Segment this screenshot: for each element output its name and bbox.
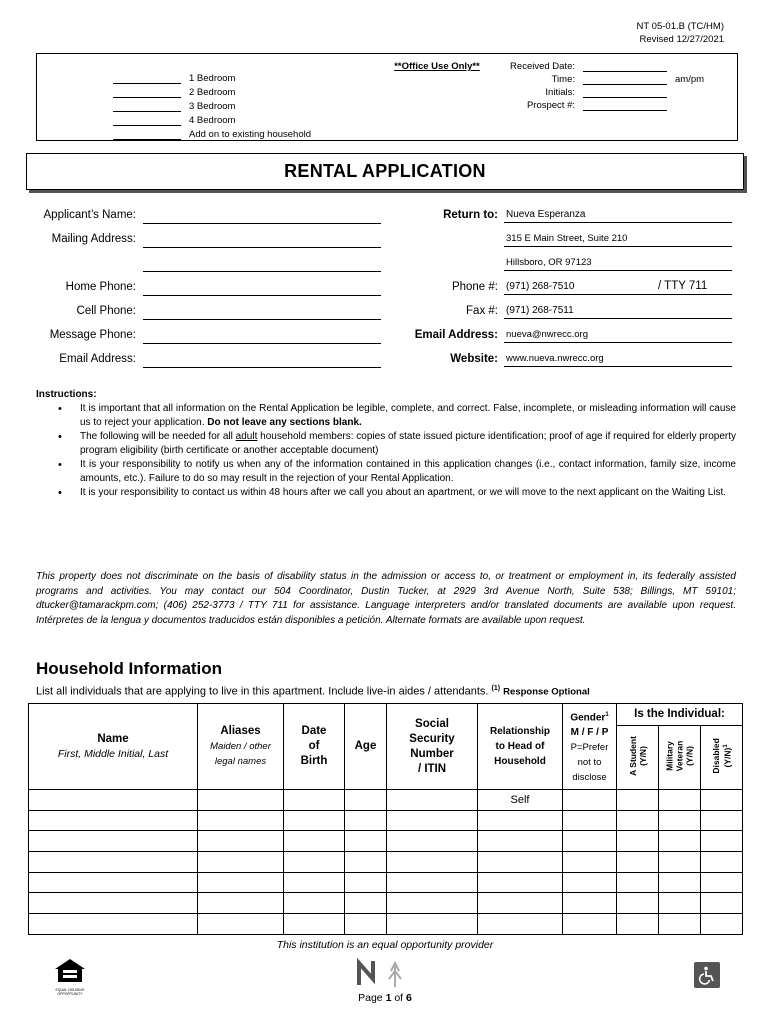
equal-opportunity-statement: This institution is an equal opportunity provider — [276, 939, 494, 951]
cell-name[interactable] — [29, 852, 198, 873]
cell-military[interactable] — [659, 914, 701, 935]
cell-name[interactable] — [29, 831, 198, 852]
add-on-household-option: Add on to existing household — [113, 127, 311, 140]
cell-military[interactable] — [659, 893, 701, 914]
cell-student[interactable] — [617, 790, 659, 811]
cell-ssn[interactable] — [387, 852, 478, 873]
received-date-row: Received Date: — [435, 59, 667, 72]
cell-student[interactable] — [617, 831, 659, 852]
cell-ssn[interactable] — [387, 914, 478, 935]
col-header-aliases: Aliases Maiden / other legal names — [198, 704, 284, 790]
add-on-line[interactable] — [113, 129, 181, 140]
page-title-box — [26, 153, 744, 190]
email-address-field[interactable] — [143, 354, 381, 368]
cell-aliases[interactable] — [198, 790, 284, 811]
message-phone-field[interactable] — [143, 330, 381, 344]
office-website[interactable]: www.nueva.nwrecc.org — [504, 352, 732, 367]
cell-disabled[interactable] — [701, 852, 743, 873]
cell-age[interactable] — [345, 914, 387, 935]
cell-age[interactable] — [345, 831, 387, 852]
cell-aliases[interactable] — [198, 872, 284, 893]
mailing-address-field-2[interactable] — [143, 258, 381, 272]
cell-phone-field[interactable] — [143, 306, 381, 320]
cell-military[interactable] — [659, 790, 701, 811]
bedroom-option-1: 1 Bedroom — [113, 71, 235, 84]
doc-code: NT 05-01.B (TC/HM) — [636, 21, 724, 32]
cell-relationship[interactable] — [478, 914, 563, 935]
cell-military[interactable] — [659, 831, 701, 852]
return-to-address-2: Hillsboro, OR 97123 — [504, 256, 732, 271]
bedroom-3-line[interactable] — [113, 101, 181, 112]
household-row — [29, 810, 743, 831]
prospect-row: Prospect #: — [435, 98, 667, 111]
mailing-address-label: Mailing Address: — [51, 233, 136, 245]
equal-housing-icon — [52, 957, 88, 991]
cell-military[interactable] — [659, 852, 701, 873]
bedroom-2-line[interactable] — [113, 87, 181, 98]
office-email-label: Email Address: — [414, 329, 498, 341]
bedroom-option-3: 3 Bedroom — [113, 99, 235, 112]
cell-dob[interactable] — [284, 914, 345, 935]
instructions-list — [58, 402, 736, 500]
cell-military[interactable] — [659, 872, 701, 893]
bedroom-option-2: 2 Bedroom — [113, 85, 235, 98]
cell-gender[interactable] — [563, 790, 617, 811]
household-table — [28, 703, 743, 935]
ampm-label: am/pm — [675, 74, 705, 85]
office-fax: (971) 268-7511 — [504, 304, 732, 319]
logo-icon — [355, 957, 411, 989]
col-header-student: A Student (Y/N) — [617, 726, 659, 790]
office-use-title: **Office Use Only** — [394, 61, 480, 72]
bedroom-4-line[interactable] — [113, 115, 181, 126]
household-row — [29, 790, 743, 811]
home-phone-label: Home Phone: — [65, 281, 136, 293]
household-title: Household Information — [36, 659, 223, 678]
household-subtitle: List all individuals that are applying to live in this apartment. Include live-in aides / attendants. $^{(1)}$ Response Optional — [36, 685, 590, 698]
instructions-title: Instructions: — [36, 389, 97, 400]
cell-age[interactable] — [345, 790, 387, 811]
cell-name[interactable] — [29, 914, 198, 935]
cell-aliases[interactable] — [198, 831, 284, 852]
nondiscrimination-notice: This property does not discriminate on the basis of disability status in the admission or access to, or treatment or employment in, its federally assisted programs and activities. You may contact our 504 Coordinator, Dustin Tucker, at 2929 3rd Avenue North, Suite 538; Billings, MT 59101; dtucker@tamarackpm.com; (406) 252-3773 / TTY 711 for assistance. Language interpreters and/or translated documents are available upon request. Intérpretes de la lengua y documentos traducidos están disponibles a petición. Alternate formats are available upon request. — [36, 571, 736, 626]
household-row — [29, 914, 743, 935]
time-row: Time: am/pm — [551, 74, 705, 85]
cell-relationship[interactable] — [478, 810, 563, 831]
cell-dob[interactable] — [284, 790, 345, 811]
cell-age[interactable] — [345, 852, 387, 873]
document-number — [637, 20, 724, 46]
bedroom-1-line[interactable] — [113, 73, 181, 84]
cell-ssn[interactable] — [387, 872, 478, 893]
applicant-name-field[interactable] — [143, 210, 381, 224]
return-to-label: Return to: — [443, 209, 498, 221]
return-to-org: Nueva Esperanza — [504, 208, 732, 223]
equal-housing-caption: EQUAL HOUSING OPPORTUNITY — [55, 988, 85, 996]
applicant-name-label: Applicant’s Name: — [43, 209, 136, 221]
cell-ssn[interactable] — [387, 831, 478, 852]
household-row — [29, 872, 743, 893]
instruction-item: • The following will be needed for all adult household members: copies of state issued picture identification; proof of age if required for elderly property program eligibility (birth certificate or another acceptable document) — [58, 430, 736, 458]
office-phone: (971) 268-7510 — [504, 280, 732, 295]
prospect-field[interactable] — [583, 100, 667, 111]
col-header-dob: Date of Birth — [284, 704, 345, 790]
page-number: Page 1 of 6 — [358, 992, 412, 1004]
message-phone-label: Message Phone: — [49, 329, 136, 341]
fax-label: Fax #: — [466, 305, 498, 317]
received-date-field[interactable] — [583, 61, 667, 72]
cell-dob[interactable] — [284, 872, 345, 893]
cell-relationship[interactable] — [478, 852, 563, 873]
cell-military[interactable] — [659, 810, 701, 831]
mailing-address-field[interactable] — [143, 234, 381, 248]
cell-relationship[interactable] — [478, 831, 563, 852]
initials-field[interactable] — [583, 87, 667, 98]
organization-logo — [355, 957, 411, 989]
cell-relationship[interactable] — [478, 893, 563, 914]
household-row — [29, 852, 743, 873]
cell-disabled[interactable] — [701, 872, 743, 893]
col-header-age: Age — [345, 704, 387, 790]
col-header-gender: Gender$^1$ M / F / P P=Prefer not to disclose — [563, 704, 617, 790]
instruction-item: • It is important that all information on the Rental Application be legible, complete, and correct. False, incomplete, or misleading information will cause us to reject your application. Do not leave any sections blank. — [58, 402, 736, 430]
col-header-disabled: Disabled $(Y/N)^1$ — [701, 726, 743, 790]
page-title: RENTAL APPLICATION — [284, 161, 486, 181]
cell-ssn[interactable] — [387, 790, 478, 811]
cell-dob[interactable] — [284, 810, 345, 831]
cell-gender[interactable] — [563, 831, 617, 852]
phone-label: Phone #: — [451, 281, 498, 293]
email-address-label: Email Address: — [59, 353, 136, 365]
cell-age[interactable] — [345, 893, 387, 914]
household-row — [29, 831, 743, 852]
cell-disabled[interactable] — [701, 790, 743, 811]
col-header-is-individual: Is the Individual: — [617, 704, 743, 726]
return-to-address-1: 315 E Main Street, Suite 210 — [504, 232, 732, 247]
cell-gender[interactable] — [563, 852, 617, 873]
revised-date: Revised 12/27/2021 — [639, 34, 724, 45]
office-email[interactable]: nueva@nwrecc.org — [504, 328, 732, 343]
cell-gender[interactable] — [563, 872, 617, 893]
col-header-military: Military Veteran (Y/N) — [659, 726, 701, 790]
cell-dob[interactable] — [284, 831, 345, 852]
home-phone-field[interactable] — [143, 282, 381, 296]
cell-aliases[interactable] — [198, 914, 284, 935]
cell-ssn[interactable] — [387, 893, 478, 914]
cell-student[interactable] — [617, 852, 659, 873]
col-header-name: Name First, Middle Initial, Last — [29, 704, 198, 790]
cell-name[interactable] — [29, 790, 198, 811]
cell-relationship[interactable]: Self — [478, 790, 563, 811]
household-row — [29, 893, 743, 914]
instruction-item: • It is your responsibility to contact us within 48 hours after we call you about an apartment, or we will move to the next applicant on the Waiting List. — [58, 486, 736, 500]
accessibility-icon — [694, 962, 720, 988]
cell-age[interactable] — [345, 872, 387, 893]
cell-name[interactable] — [29, 872, 198, 893]
cell-student[interactable] — [617, 810, 659, 831]
cell-dob[interactable] — [284, 893, 345, 914]
initials-row: Initials: — [435, 85, 667, 98]
cell-relationship[interactable] — [478, 872, 563, 893]
time-field[interactable] — [583, 74, 667, 85]
cell-ssn[interactable] — [387, 810, 478, 831]
cell-student[interactable] — [617, 914, 659, 935]
cell-phone-label: Cell Phone: — [76, 305, 136, 317]
tty-number: / TTY 711 — [658, 280, 708, 292]
cell-disabled[interactable] — [701, 893, 743, 914]
cell-disabled[interactable] — [701, 831, 743, 852]
cell-aliases[interactable] — [198, 810, 284, 831]
instruction-item: • It is your responsibility to notify us when any of the information contained in this application changes (i.e., contact information, family size, income amounts, etc.). Failure to do so may result in the rejection of your Rental Application. — [58, 458, 736, 486]
wheelchair-icon — [697, 965, 717, 985]
cell-disabled[interactable] — [701, 810, 743, 831]
cell-aliases[interactable] — [198, 893, 284, 914]
col-header-relationship: Relationship to Head of Household — [478, 704, 563, 790]
equal-housing-logo — [52, 957, 88, 996]
cell-disabled[interactable] — [701, 914, 743, 935]
cell-student[interactable] — [617, 872, 659, 893]
office-use-box — [36, 53, 738, 141]
cell-gender[interactable] — [563, 810, 617, 831]
cell-name[interactable] — [29, 810, 198, 831]
cell-gender[interactable] — [563, 914, 617, 935]
cell-age[interactable] — [345, 810, 387, 831]
bedroom-option-4: 4 Bedroom — [113, 113, 235, 126]
col-header-ssn: Social Security Number / ITIN — [387, 704, 478, 790]
website-label: Website: — [450, 353, 498, 365]
cell-aliases[interactable] — [198, 852, 284, 873]
instructions-section — [36, 388, 736, 500]
cell-name[interactable] — [29, 893, 198, 914]
cell-student[interactable] — [617, 893, 659, 914]
cell-gender[interactable] — [563, 893, 617, 914]
cell-dob[interactable] — [284, 852, 345, 873]
